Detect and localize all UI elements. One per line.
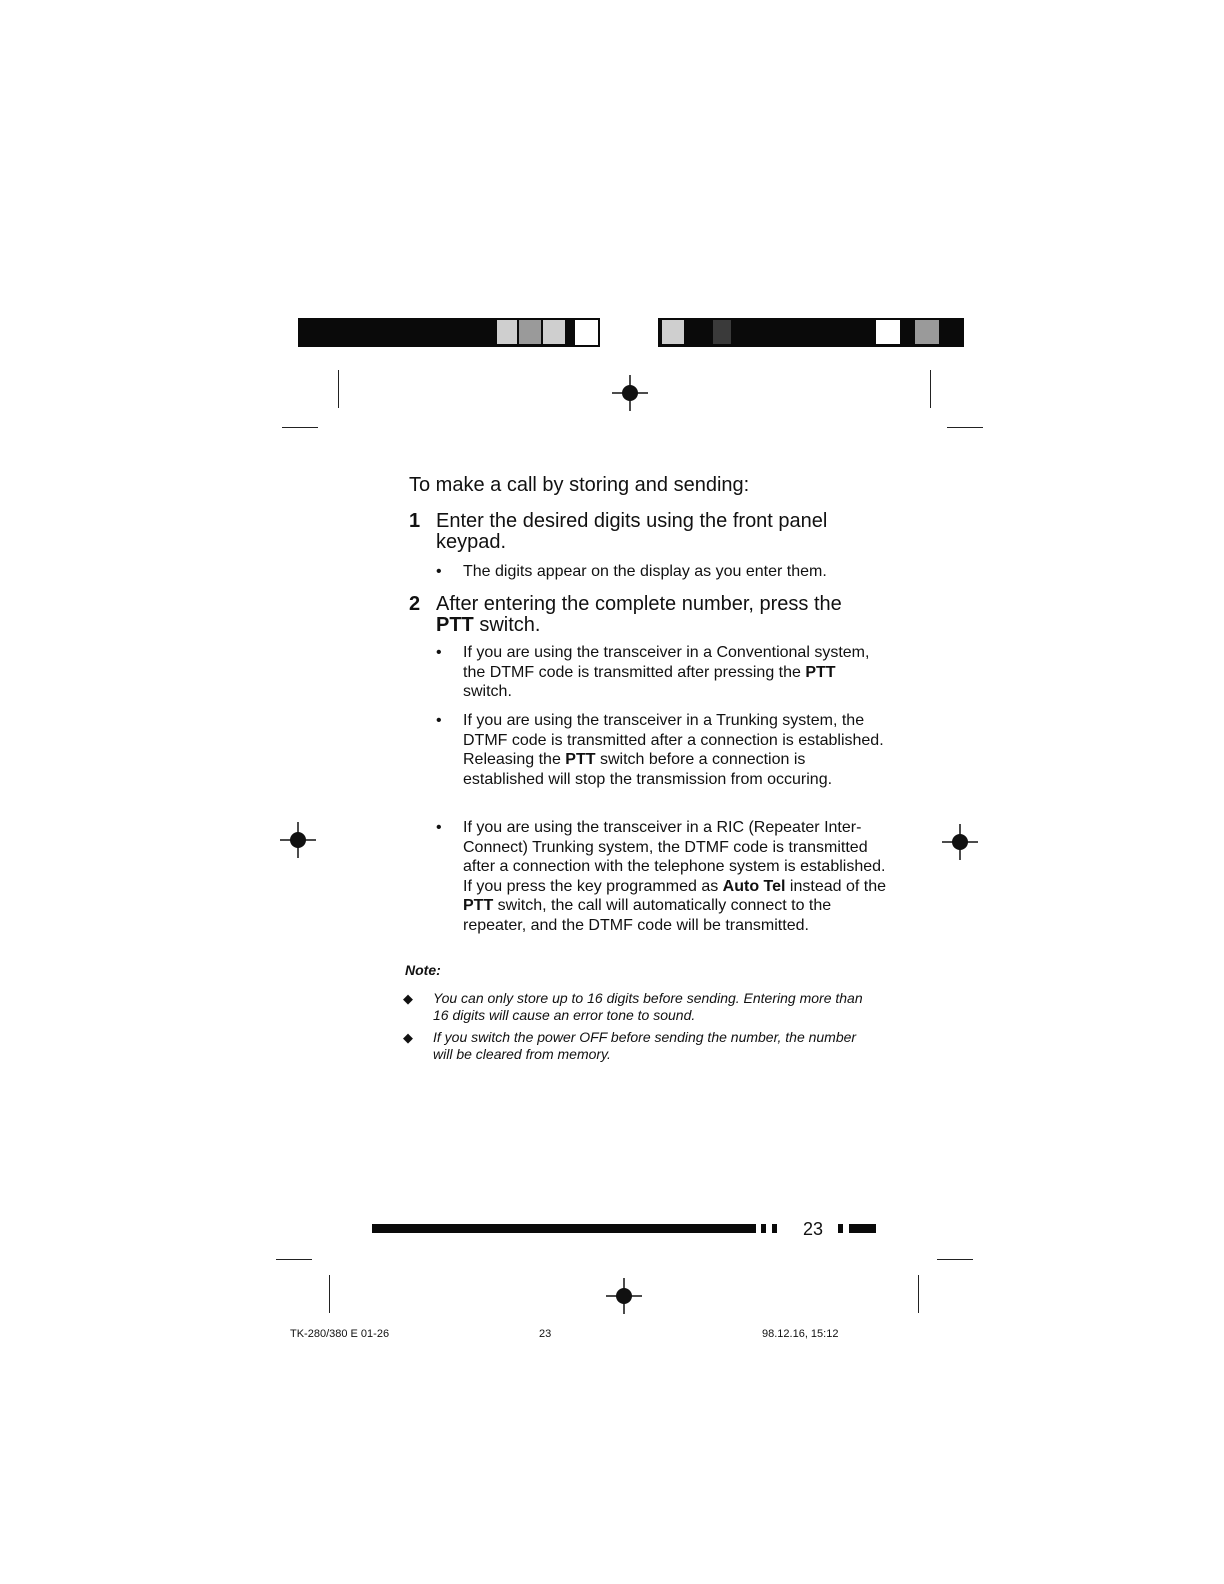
crop-mark	[937, 1259, 973, 1260]
step-text: Enter the desired digits using the front panel keypad.	[436, 510, 828, 553]
note-text: If you switch the power OFF before sending the number, the number will be cleared from memory.	[433, 1029, 857, 1062]
crop-mark	[329, 1275, 330, 1313]
page-number: 23	[803, 1219, 824, 1239]
header-square	[915, 320, 939, 344]
header-square	[543, 320, 565, 344]
bullet-dot-icon: •	[436, 563, 442, 580]
crop-mark	[930, 370, 931, 408]
header-square	[662, 320, 684, 344]
header-square	[497, 320, 517, 344]
bullet-text: If you are using the transceiver in a RIC (Repeater Inter-Connect) Trunking system, the DTMF code is transmitted after a connection with the telephone system is established. If you press the key programmed as Auto Tel instead of the PTT switch, the call will automatically connect to the repeater, and the DTMF code will be transmitted.	[463, 819, 886, 934]
note-text: You can only store up to 16 digits before sending. Entering more than 16 digits will cause an error tone to sound.	[433, 990, 863, 1023]
step-text: After entering the complete number, press the PTT switch.	[436, 593, 842, 636]
bullet-text: The digits appear on the display as you enter them.	[463, 563, 827, 580]
footer-page: 23	[539, 1328, 552, 1340]
footer-file-name: TK-280/380 E 01-26	[290, 1328, 390, 1340]
step-number: 2	[409, 593, 421, 615]
note-label: Note:	[405, 962, 441, 978]
footer-bar	[372, 1224, 756, 1233]
footer-bar-segment	[772, 1224, 777, 1233]
registration-target-icon	[278, 820, 318, 860]
footer-bar-segment	[761, 1224, 766, 1233]
diamond-bullet-icon: ◆	[403, 1030, 413, 1045]
registration-target-icon	[604, 1276, 644, 1316]
footer-timestamp: 98.12.16, 15:12	[762, 1328, 839, 1340]
bullet-dot-icon: •	[436, 819, 442, 836]
bullet-text: If you are using the transceiver in a Conventional system, the DTMF code is transmitted after pressing the PTT switch.	[463, 644, 870, 700]
header-square	[573, 318, 600, 347]
header-square	[876, 320, 900, 344]
bullet-dot-icon: •	[436, 644, 442, 661]
step-number: 1	[409, 510, 421, 532]
crop-mark	[282, 427, 318, 428]
crop-mark	[276, 1259, 312, 1260]
bullet-text: If you are using the transceiver in a Trunking system, the DTMF code is transmitted after a connection is established. Releasing the PTT switch before a connection is established will stop the transmission from occuring.	[463, 712, 884, 788]
crop-mark	[947, 427, 983, 428]
registration-target-icon	[610, 373, 650, 413]
registration-target-icon	[940, 822, 980, 862]
diamond-bullet-icon: ◆	[403, 991, 413, 1006]
footer-bar-segment	[838, 1224, 843, 1233]
crop-mark	[338, 370, 339, 408]
footer-bar-segment	[849, 1224, 876, 1233]
section-intro: To make a call by storing and sending:	[409, 474, 750, 496]
crop-mark	[918, 1275, 919, 1313]
header-square	[713, 320, 731, 344]
bullet-dot-icon: •	[436, 712, 442, 729]
header-square	[519, 320, 541, 344]
